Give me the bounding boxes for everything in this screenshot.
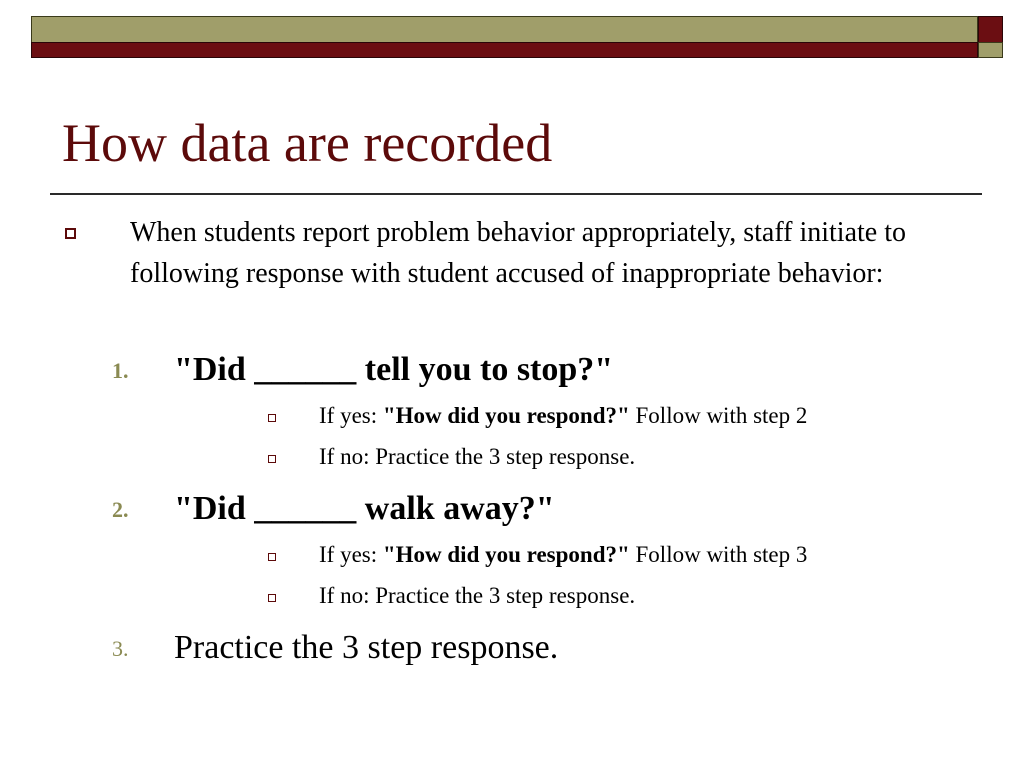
header-square-maroon	[978, 16, 1003, 43]
step-1-number: 1.	[112, 358, 129, 383]
step-3-text: Practice the 3 step response.	[174, 629, 559, 666]
sub-bullet-icon	[268, 594, 276, 602]
sub-bullet-icon	[268, 553, 276, 561]
header-band-olive	[31, 16, 978, 43]
step-1-subitem-yes: If yes: "How did you respond?" Follow with step 2	[319, 403, 808, 428]
title-divider	[50, 193, 982, 195]
header-band-maroon	[31, 42, 978, 58]
step-2-subitem-yes: If yes: "How did you respond?" Follow with step 3	[319, 542, 808, 567]
step-1-subitem-no: If no: Practice the 3 step response.	[319, 444, 636, 469]
step-2-subitem-no: If no: Practice the 3 step response.	[319, 583, 636, 608]
slide-title: How data are recorded	[62, 113, 553, 173]
step-2-text: "Did ______ walk away?"	[174, 490, 555, 527]
sub-bullet-icon	[268, 414, 276, 422]
step-1-text: "Did ______ tell you to stop?"	[174, 351, 614, 388]
header-square-olive	[978, 42, 1003, 58]
sub-bullet-icon	[268, 455, 276, 463]
square-bullet-icon	[65, 228, 76, 239]
step-2-number: 2.	[112, 497, 129, 522]
step-3-number: 3.	[112, 636, 129, 661]
intro-paragraph: When students report problem behavior appropriately, staff initiate to following response with student accused of inappropriate behavior:	[130, 217, 906, 289]
